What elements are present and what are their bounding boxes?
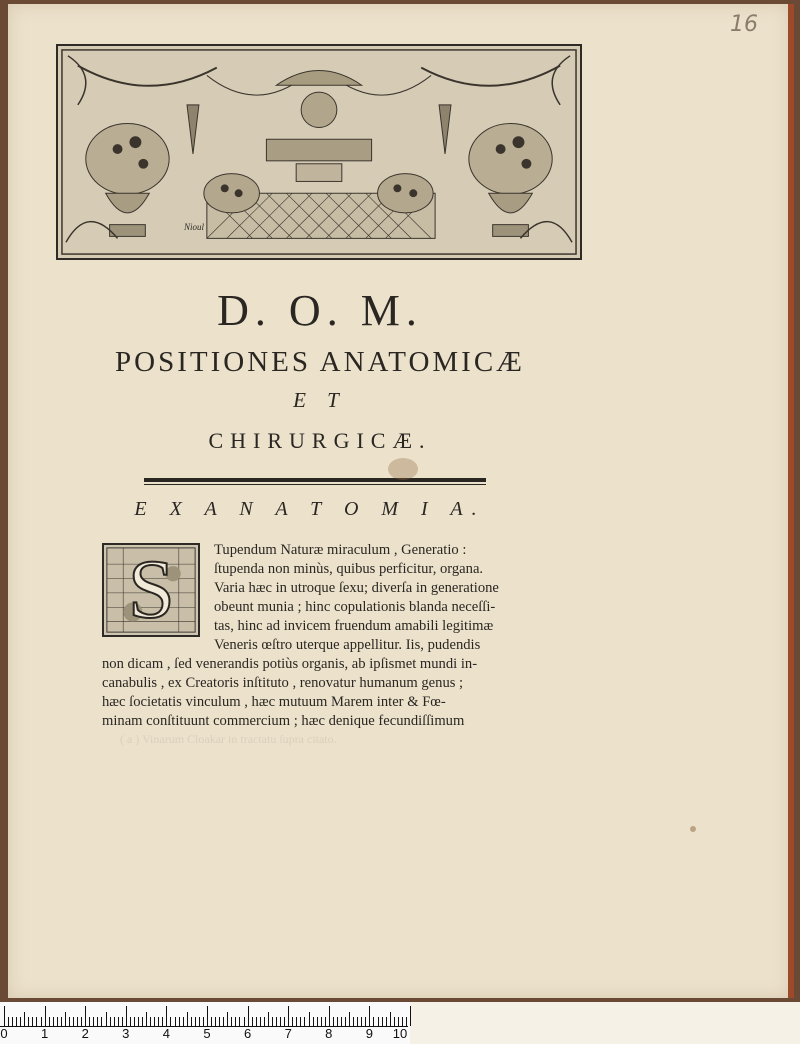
body-line: non dicam , ſed venerandis potiùs organis, ab ipſismet mundi in- [102,656,478,672]
ruler-tick [321,1017,322,1026]
ruler-tick [284,1017,285,1026]
ruler-tick [235,1017,236,1026]
ruler-tick [106,1012,107,1026]
ruler-tick [341,1017,342,1026]
ruler-tick [373,1017,374,1026]
ruler-tick [227,1012,228,1026]
ruler-tick [211,1017,212,1026]
ruler-tick [382,1017,383,1026]
body-line: tas, hinc ad invicem fruendum amabili legitimæ [214,618,494,634]
foxing-spot [690,826,696,832]
ruler-tick [57,1017,58,1026]
ruler-tick [110,1017,111,1026]
ruler-label: 0 [0,1026,8,1041]
ruler-tick [199,1017,200,1026]
ruler-tick [12,1017,13,1026]
ruler-tick [398,1017,399,1026]
ruler-tick [41,1017,42,1026]
ruler-tick [16,1017,17,1026]
ruler-tick [406,1017,407,1026]
title-rule-thin [144,484,486,485]
body-line: hæc ſocietatis vinculum , hæc mutuum Marem inter & Fœ- [102,694,446,710]
ruler-tick [325,1017,326,1026]
ruler-tick [65,1012,66,1026]
ruler-tick [97,1017,98,1026]
ruler-tick [28,1017,29,1026]
ruler-tick [8,1017,9,1026]
ruler-tick [93,1017,94,1026]
ruler-label: 5 [203,1026,211,1041]
ruler-label: 9 [365,1026,374,1041]
body-line: minam conſtituunt commercium ; hæc denique fecundiſſimum [102,713,465,729]
ruler-tick [361,1017,362,1026]
measurement-ruler [0,1002,410,1044]
page-number: 16 [730,12,758,37]
ruler-tick [402,1017,403,1026]
ruler-tick [24,1012,25,1026]
ink-stain [388,458,418,480]
ruler-tick [191,1017,192,1026]
ruler-tick [260,1017,261,1026]
title-rule [144,478,486,482]
ruler-label: 1 [40,1026,49,1041]
ruler-label: 2 [81,1026,89,1041]
ruler-tick [114,1017,115,1026]
ruler-tick [313,1017,314,1026]
ruler-tick [296,1017,297,1026]
body-line: ſtupenda non minùs, quibus perficitur, organa. [214,561,484,577]
body-line: Tupendum Naturæ miraculum , Generatio : [214,542,467,558]
ruler-tick [309,1012,310,1026]
ruler-tick [276,1017,277,1026]
ruler-tick [170,1017,171,1026]
ruler-tick [390,1012,391,1026]
ruler-tick [244,1017,245,1026]
ruler-tick [272,1017,273,1026]
ruler-tick [333,1017,334,1026]
ruler-tick [187,1012,188,1026]
body-line: Veneris œſtro uterque appellitur. Iis, pudendis [214,637,481,653]
ruler-tick [45,1006,46,1026]
page-edge [788,4,794,998]
ruler-label: 10 [392,1026,408,1041]
ruler-tick [122,1017,123,1026]
ruler-tick [223,1017,224,1026]
ruler-tick [248,1006,249,1026]
ruler-tick [292,1017,293,1026]
ruler-tick [53,1017,54,1026]
title-line-1: POSITIONES ANATOMICÆ [115,346,525,378]
ruler-tick [386,1017,387,1026]
headpiece-signature: Nioul [184,222,205,232]
ruler-tick [329,1006,330,1026]
ruler-tick [231,1017,232,1026]
dedication-heading: D. O. M. [217,286,423,335]
ruler-tick [394,1017,395,1026]
ruler-tick [154,1017,155,1026]
drop-cap-letter: S [128,543,175,636]
ruler-tick [353,1017,354,1026]
ruler-tick [69,1017,70,1026]
ruler-tick [183,1017,184,1026]
ruler-tick [130,1017,131,1026]
ruler-tick [126,1006,127,1026]
ruler-tick [410,1006,411,1026]
ruler-tick [207,1006,208,1026]
ruler-tick [49,1017,50,1026]
ruler-tick [162,1017,163,1026]
section-title: E X A N A T O M I A. [134,498,486,520]
ruler-tick [280,1017,281,1026]
ruler-tick [203,1017,204,1026]
drop-cap [102,543,200,637]
ornamental-headpiece [56,44,582,260]
title-line-2: E T [293,388,347,412]
ruler-tick [304,1017,305,1026]
ruler-tick [81,1017,82,1026]
ruler-tick [264,1017,265,1026]
body-line: canabulis , ex Creatoris inſtituto , renovatur humanum genus ; [102,675,464,691]
ruler-tick [317,1017,318,1026]
ruler-tick [365,1017,366,1026]
ruler-tick [268,1012,269,1026]
ruler-tick [166,1006,167,1026]
ruler-tick [61,1017,62,1026]
ruler-tick [337,1017,338,1026]
ruler-tick [219,1017,220,1026]
ruler-tick [252,1017,253,1026]
ruler-tick [36,1017,37,1026]
ruler-tick [378,1017,379,1026]
ruler-tick [89,1017,90,1026]
ruler-tick [369,1006,370,1026]
ruler-tick [77,1017,78,1026]
ruler-tick [150,1017,151,1026]
ruler-tick [175,1017,176,1026]
ruler-tick [357,1017,358,1026]
ruler-tick [101,1017,102,1026]
ruler-tick [215,1017,216,1026]
ruler-label: 3 [122,1026,130,1041]
ruler-tick [85,1006,86,1026]
show-through-text: ( a ) Vinarum Cloakar in tractatu ſupra citato. [120,732,337,746]
ruler-tick [134,1017,135,1026]
ruler-tick [158,1017,159,1026]
ruler-tick [288,1006,289,1026]
ruler-tick [142,1017,143,1026]
ruler-tick [239,1017,240,1026]
ruler-tick [195,1017,196,1026]
ruler-tick [300,1017,301,1026]
ruler-tick [73,1017,74,1026]
ruler-tick [32,1017,33,1026]
ruler-bar [0,1004,408,1027]
body-line: obeunt munia ; hinc copulationis blanda neceſſi- [214,599,496,615]
ruler-tick [118,1017,119,1026]
ruler-label: 7 [284,1026,292,1041]
ruler-tick [138,1017,139,1026]
title-line-3: CHIRURGICÆ. [208,428,432,453]
ruler-label: 8 [325,1026,333,1041]
ruler-tick [349,1012,350,1026]
body-line: Varia hæc in utroque ſexu; diverſa in generatione [214,580,499,596]
ruler-tick [20,1017,21,1026]
ruler-tick [345,1017,346,1026]
ruler-label: 6 [243,1026,252,1041]
ruler-tick [179,1017,180,1026]
ruler-tick [146,1012,147,1026]
ruler-tick [4,1006,5,1026]
ruler-label: 4 [162,1026,171,1041]
ruler-tick [256,1017,257,1026]
